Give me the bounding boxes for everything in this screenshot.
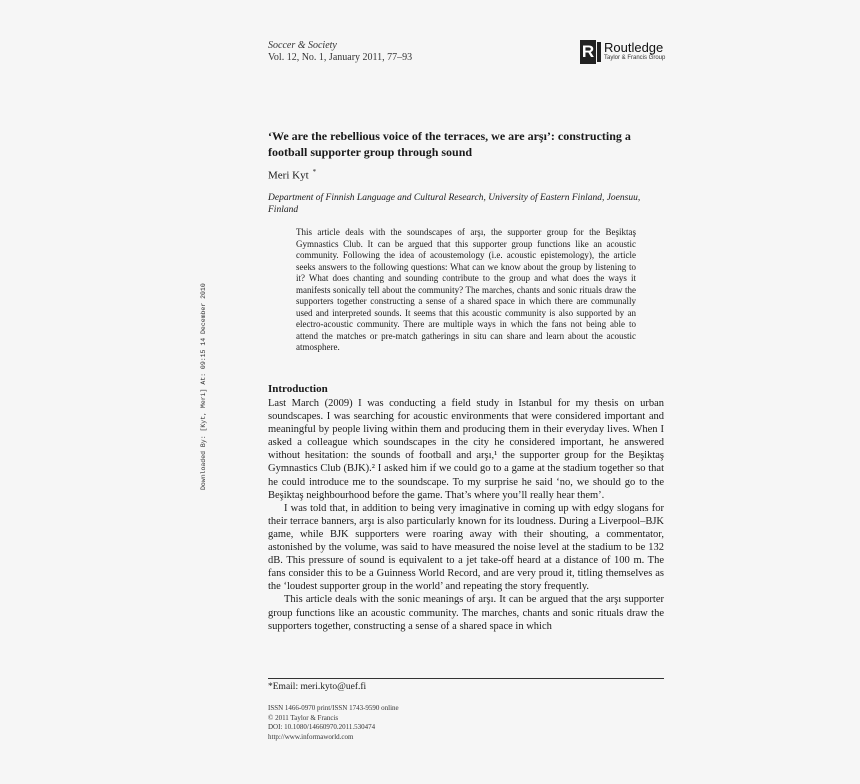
journal-volume: Vol. 12, No. 1, January 2011, 77–93	[268, 52, 413, 63]
publication-info	[268, 704, 399, 743]
abstract: This article deals with the soundscapes of arşı, the supporter group for the Beşiktaş Gymnastics Club. It can be argued that this supporter group functions like an acoustic community. Following the idea of acoustemology (i.e. acoustic epistemology), the article seeks answers to the following questions: What can we know about the group by listening to it? What does chanting and sounding contribute to the group and what does the ways it manifests sonically tell about the community? The marches, chants and sonic rituals draw the supporters together constructing a sense of a shared space in which there are communally used and interpreted sounds. It seems that this acoustic community is also supported by an electro-acoustic community. There are multiple ways in which the fans not being able to attend the matches or pre-match gatherings in situ can share and learn about the acoustic atmosphere.	[296, 227, 636, 352]
paragraph: This article deals with the sonic meanings of arşı. It can be argued that the arşı supporter group functions like an acoustic community. The marches, chants and sonic rituals draw the supporters together, constructing a sense of a shared space in which	[268, 594, 664, 632]
journal-name: Soccer & Society	[268, 40, 337, 51]
paragraph: Last March (2009) I was conducting a field study in Istanbul for my thesis on urban soundscapes. I was searching for acoustic environments that were considered important and meaningful by people living within them and producing them in their everyday lives. When I asked a colleague which soundscapes in the city he considered important, he answered without hesitation: the sounds of football and arşı,¹ the supporter group for the Beşiktaş Gymnastics Club (BJK).² I asked him if we could go to a game at the stadium together so that he could introduce me to the soundscape. To my surprise he said ‘no, we should go to the Beşiktaş neighbourhood before the game. That’s where you’ll really hear them’.	[268, 398, 664, 501]
article-title: ‘We are the rebellious voice of the terraces, we are arşı’: constructing a football supporter group through sound	[268, 129, 631, 159]
publisher-name: Routledge	[604, 40, 664, 55]
article-author	[268, 166, 316, 183]
author-affiliation: Department of Finnish Language and Cultural Research, University of Eastern Finland, Joensuu, Finland	[268, 193, 641, 215]
routledge-logo-icon: R	[580, 40, 596, 64]
copyright-line: © 2011 Taylor & Francis	[268, 713, 339, 722]
body-text	[268, 397, 664, 633]
download-stamp: Downloaded By: [Kyt, Meri] At: 09:15 14 December 2010	[200, 283, 207, 490]
journal-header	[268, 40, 412, 64]
publisher-group: Taylor & Francis Group	[604, 55, 666, 61]
logo-bar	[597, 42, 601, 62]
publisher-url: http://www.informaworld.com	[268, 733, 354, 742]
author-footnote-mark: *	[312, 168, 317, 176]
footnote-divider	[268, 678, 664, 679]
publisher-logo	[580, 40, 664, 66]
doi-line: DOI: 10.1080/14660970.2011.530474	[268, 723, 376, 732]
issn-line: ISSN 1466-0970 print/ISSN 1743-9590 online	[268, 704, 399, 712]
author-name: Meri Kyt	[268, 169, 309, 182]
paragraph: I was told that, in addition to being very imaginative in coming up with edgy slogans for their terrace banners, arşı is also particularly known for its loudness. During a Liverpool–BJK game, while BJK supporters were roaring away with their shouting, a commentator, astonished by the volume, was said to have measured the noise level at the stadium to be 132 dB. This pressure of sound is equivalent to a jet take-off heard at a distance of 100 m. The fans consider this to be a Guinness World Record, and are very proud it, titling themselves as the ‘loudest supporter group in the world’ and repeating the story frequently.	[268, 502, 664, 593]
author-email-footnote: *Email: meri.kyto@uef.fi	[268, 682, 367, 692]
section-heading: Introduction	[268, 383, 328, 395]
